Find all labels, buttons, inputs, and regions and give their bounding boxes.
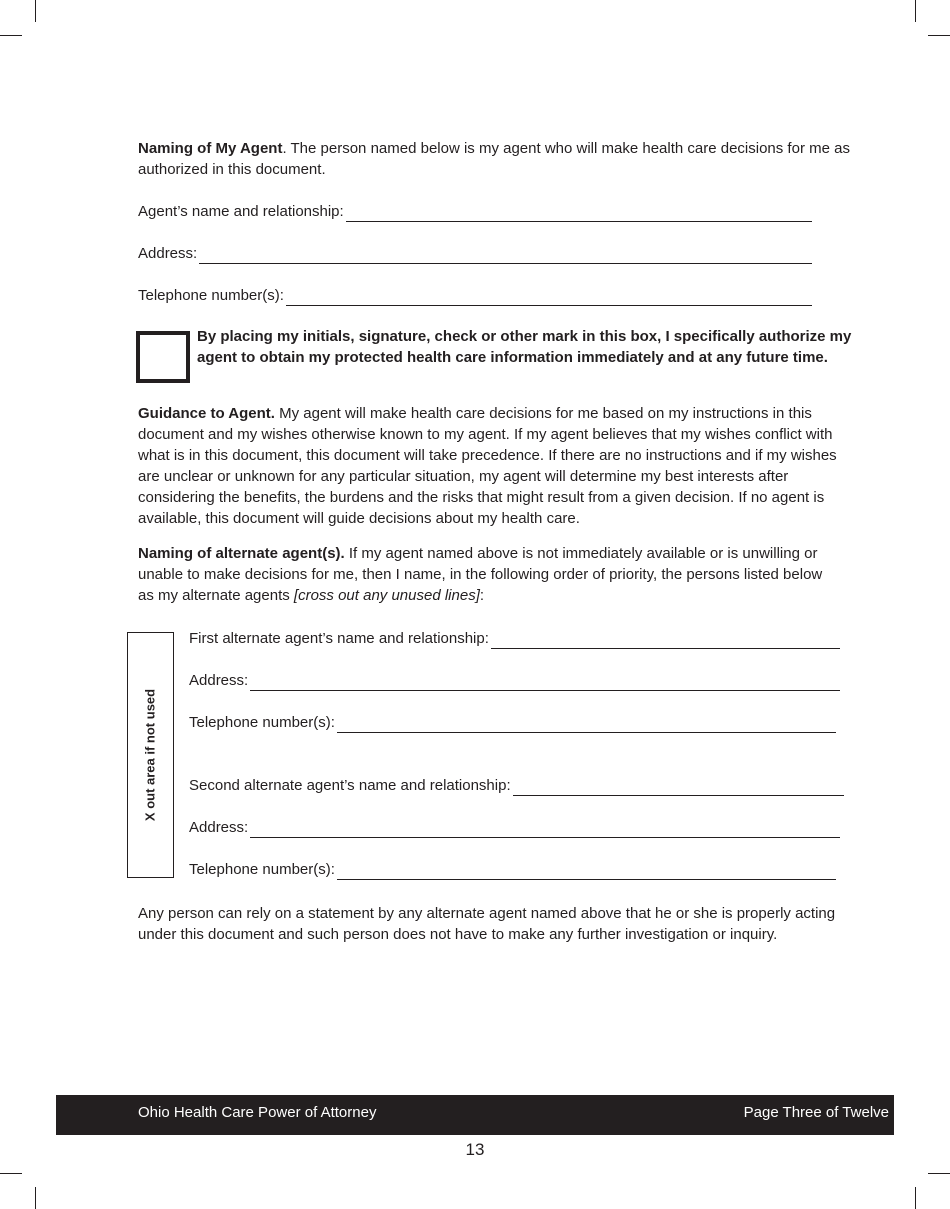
agent-address-line[interactable] [199, 248, 812, 264]
x-out-area-label: X out area if not used [142, 688, 158, 822]
crop-mark [35, 0, 36, 22]
first-alternate-name-line[interactable] [491, 633, 840, 649]
first-alternate-phone-field[interactable] [189, 712, 836, 733]
authorization-checkbox[interactable] [136, 331, 190, 383]
agent-address-field[interactable] [138, 243, 812, 264]
agent-phone-label: Telephone number(s): [138, 287, 284, 304]
page-number: 13 [465, 1140, 485, 1159]
footer-document-title: Ohio Health Care Power of Attorney [138, 1104, 377, 1121]
crop-mark [928, 1173, 950, 1174]
crop-mark [928, 35, 950, 36]
second-alternate-name-label: Second alternate agent’s name and relationship: [189, 777, 511, 794]
first-alternate-name-field[interactable] [189, 628, 840, 649]
second-alternate-phone-field[interactable] [189, 859, 836, 880]
first-alternate-name-label: First alternate agent’s name and relationship: [189, 630, 489, 647]
guidance-heading: Guidance to Agent. [138, 405, 275, 422]
crop-mark [915, 0, 916, 22]
guidance-text: My agent will make health care decisions for me based on my instructions in this document and my wishes otherwise known to my agent. If my agent believes that my wishes conflict with what is in this document, this document will take precedence. If there are no instructions and if my wishes are unclear or unknown for any particular situation, my agent will determine my best interests after considering the benefits, the burdens and the risks that might result from a given decision. If no agent is available, this document will guide decisions about my health care. [138, 405, 837, 527]
second-alternate-name-field[interactable] [189, 775, 844, 796]
agent-phone-line[interactable] [286, 290, 812, 306]
first-alternate-phone-line[interactable] [337, 717, 836, 733]
alternates-note: [cross out any unused lines] [293, 587, 480, 604]
agent-name-label: Agent’s name and relationship: [138, 203, 344, 220]
agent-name-line[interactable] [346, 206, 812, 222]
second-alternate-address-line[interactable] [250, 822, 840, 838]
agent-name-field[interactable] [138, 201, 812, 222]
page-footer [56, 1095, 894, 1135]
guidance-paragraph [138, 403, 858, 529]
crop-mark [915, 1187, 916, 1209]
agent-intro [138, 138, 868, 180]
crop-mark [0, 1173, 22, 1174]
agent-heading: Naming of My Agent [138, 140, 283, 157]
second-alternate-address-label: Address: [189, 819, 249, 836]
crop-mark [0, 35, 22, 36]
footer-page-label: Page Three of Twelve [743, 1104, 889, 1121]
alternates-paragraph [138, 543, 828, 606]
alternates-text: If my agent named above is not immediately available or is unwilling or unable to make decisions for me, then I name, in the following order of priority, the persons listed below as my alternate agents [138, 545, 823, 604]
second-alternate-address-field[interactable] [189, 817, 840, 838]
alternates-heading: Naming of alternate agent(s). [138, 545, 345, 562]
agent-phone-field[interactable] [138, 285, 812, 306]
agent-intro-text: . The person named below is my agent who will make health care decisions for me as authorized in this document. [138, 140, 850, 178]
first-alternate-address-line[interactable] [250, 675, 840, 691]
reliance-paragraph: Any person can rely on a statement by any alternate agent named above that he or she is properly acting under this document and such person does not have to make any further investigation or inquiry. [138, 905, 836, 943]
first-alternate-phone-label: Telephone number(s): [189, 714, 335, 731]
authorization-text: By placing my initials, signature, check or other mark in this box, I specifically authorize my agent to obtain my protected health care information immediately and at any future time. [197, 328, 852, 366]
first-alternate-address-field[interactable] [189, 670, 840, 691]
first-alternate-address-label: Address: [189, 672, 249, 689]
alternates-colon: : [479, 587, 485, 604]
second-alternate-name-line[interactable] [513, 780, 844, 796]
second-alternate-phone-line[interactable] [337, 864, 836, 880]
agent-address-label: Address: [138, 245, 198, 262]
second-alternate-phone-label: Telephone number(s): [189, 861, 335, 878]
crop-mark [35, 1187, 36, 1209]
